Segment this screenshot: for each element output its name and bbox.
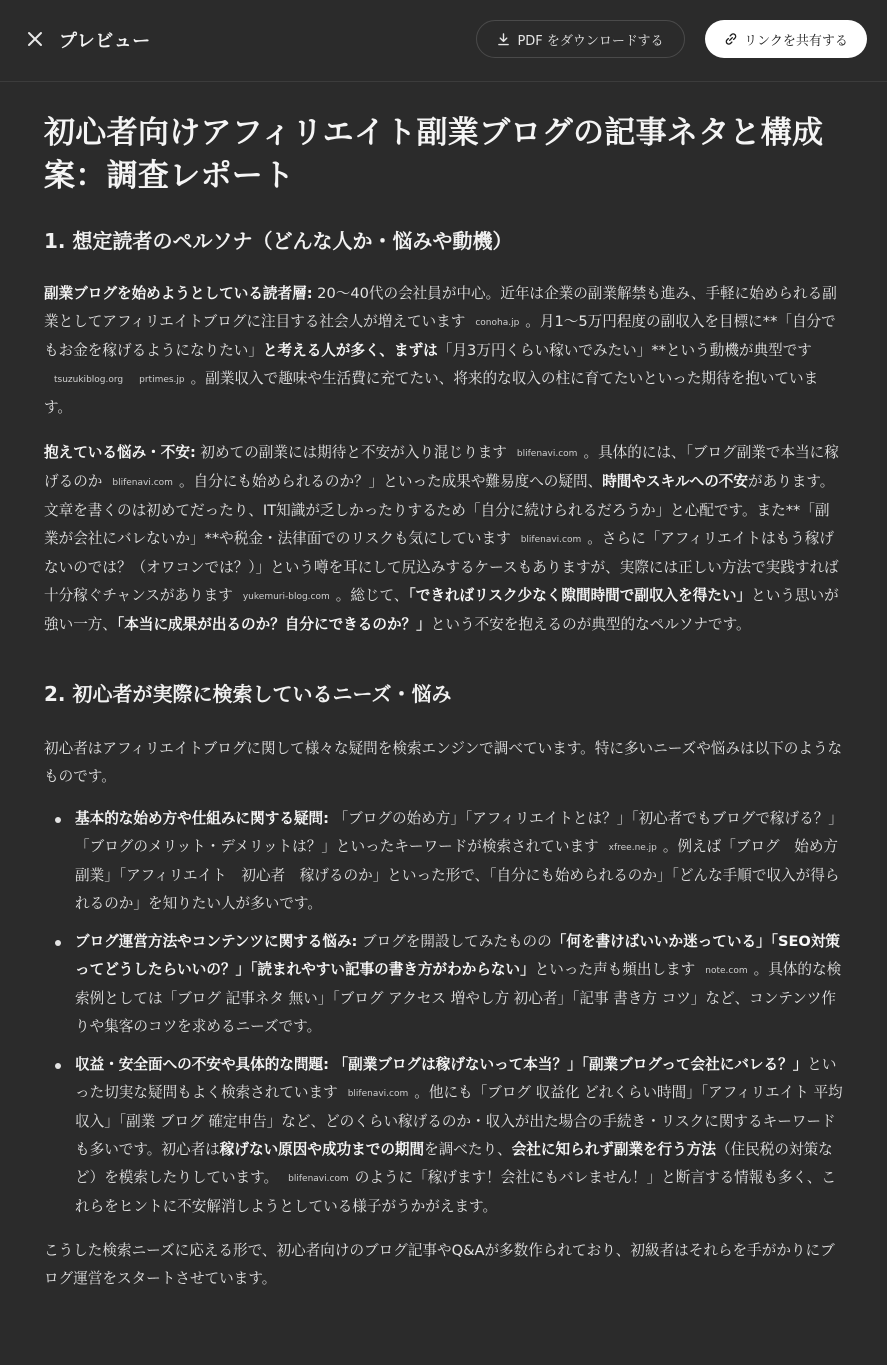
bold-text: 会社に知られず副業を行う方法: [511, 1141, 717, 1158]
text: 。具体的な検索例としては「ブログ 記事ネタ 無い」「ブログ アクセス 増やし方 初心者」「記事 書き方 コツ」など、コンテンツ作りや集客のコツを求めるニーズです。: [75, 961, 842, 1035]
text: という思いが強い一方、: [44, 587, 839, 633]
text: といった声も頻出します: [534, 961, 696, 978]
bold-text: 稼げない原因や成功までの期間: [219, 1141, 425, 1158]
text: （住民税の対策など）を模索したりしています。: [75, 1141, 833, 1186]
bold-text: 収益・安全面への不安や具体的な問題:: [75, 1056, 329, 1073]
bold-text: 基本的な始め方や仕組みに関する疑問:: [75, 810, 329, 827]
close-icon: [27, 31, 43, 47]
share-link-label: リンクを共有する: [744, 33, 848, 49]
source-link[interactable]: blifenavi.com: [520, 535, 582, 545]
source-link[interactable]: blifenavi.com: [347, 1089, 409, 1099]
text: 。月1〜5万円程度の副収入を目標に**「自分でもお金を稼げるようになりたい」: [44, 313, 836, 359]
report-title: 初心者向けアフィリエイト副業ブログの記事ネタと構成案：調査レポート: [44, 115, 824, 194]
link-icon: [724, 32, 738, 46]
list-item: [75, 805, 853, 918]
download-icon: [497, 33, 510, 46]
download-pdf-button[interactable]: [476, 20, 685, 58]
text: 。総じて、: [335, 587, 409, 604]
paragraph: こうした検索ニーズに応える形で、初心者向けのブログ記事やQ&Aが多数作られており、初級者はそれらを手がかりにブログ運営をスタートさせています。: [44, 1242, 835, 1287]
text: 。副業収入で趣味や生活費に充てたい、将来的な収入の柱に育てたいといった期待を抱いています。: [44, 370, 819, 416]
text: ブログを開設してみたものの: [357, 933, 552, 950]
text: 。他にも「ブログ 収益化 どれくらい時間」「アフィリエイト 平均収入」「副業 ブログ 確定申告」など、どのくらい稼げるのか・収入が出た場合の手続き・リスクに関するキーワードも多いです。初心者は: [75, 1084, 843, 1158]
source-link[interactable]: prtimes.jp: [139, 375, 185, 385]
bold-text: 抱えている悩み・不安:: [44, 444, 196, 461]
bold-text: 「本当に成果が出るのか？自分にできるのか？」: [116, 616, 431, 633]
text: があります。文章を書くのは初めてだったり、IT知識が乏しかったりするため「自分に続けられるだろうか」と心配です。また**「副業が会社にバレないか」**や税金・法律面でのリスクも気にしています: [44, 473, 835, 547]
text: 。さらに「アフィリエイトはもう稼げないのでは？（オワコンでは？）」という噂を耳にして尻込みするケースもありますが、実際には正しい方法で実践すれば十分稼ぐチャンスがあります: [44, 530, 839, 604]
text: 初めての副業には期待と不安が入り混じります: [195, 444, 507, 461]
source-link[interactable]: note.com: [705, 966, 748, 976]
report-content: [44, 112, 853, 1293]
section-heading: 1. 想定読者のペルソナ（どんな人か・悩みや動機）: [44, 229, 513, 253]
source-link[interactable]: xfree.ne.jp: [608, 843, 657, 853]
source-link[interactable]: blifenavi.com: [516, 449, 578, 459]
list-item: [75, 928, 844, 1041]
bold-text: 「できればリスク少なく隙間時間で副収入を得たい」: [408, 587, 752, 604]
paragraph: [44, 280, 844, 422]
share-link-button[interactable]: [705, 20, 867, 58]
text: といった切実な疑問もよく検索されています: [75, 1056, 837, 1101]
text: のように「稼げます！会社にもバレません！」と断言する情報も多く、これらをヒントに不安解消しようとしている様子がうかがえます。: [75, 1169, 837, 1215]
bold-text: 副業ブログを始めようとしている読者層:: [44, 285, 313, 302]
bold-text: ブログ運営方法やコンテンツに関する悩み:: [75, 933, 358, 950]
bold-text: 「副業ブログは稼げないって本当？」「副業ブログって会社にバレる？」: [333, 1056, 808, 1073]
text: 。例えば「ブログ 始め方 副業」「アフィリエイト 初心者 稼げるのか」といった形で、「自分にも始められるのか」「どんな手順で収入が得られるのか」を知りたい人が多いです。: [75, 838, 853, 912]
bold-text: 「何を書けばいいか迷っている」「SEO対策ってどうしたらいいの？」「読まれやすい記事の書き方がわからない」: [75, 933, 841, 978]
text: 20〜40代の会社員が中心。近年は企業の副業解禁も進み、手軽に始められる副業としてアフィリエイトブログに注目する社会人が増えています: [44, 285, 837, 330]
page-title: プレビュー: [59, 31, 151, 52]
source-link[interactable]: tsuzukiblog.org: [54, 375, 124, 385]
text: 「月3万円くらい稼いでみたい」**という動機が典型です: [437, 342, 812, 359]
section-heading: 2. 初心者が実際に検索しているニーズ・悩み: [44, 682, 452, 706]
list-item: [75, 1051, 844, 1221]
text: 。具体的には、「ブログ副業で本当に稼げるのか: [44, 444, 839, 490]
close-button[interactable]: [22, 26, 48, 52]
text: を調べたり、: [424, 1141, 512, 1158]
source-link[interactable]: conoha.jp: [475, 318, 520, 328]
source-link[interactable]: blifenavi.com: [112, 478, 173, 488]
source-link[interactable]: blifenavi.com: [288, 1174, 349, 1184]
download-pdf-label: PDF をダウンロードする: [517, 33, 664, 49]
bold-text: 時間やスキルへの不安: [602, 473, 748, 490]
text: 。自分にも始められるのか？」といった成果や難易度への疑問、: [178, 473, 603, 490]
top-bar: [0, 0, 887, 82]
needs-list: [44, 805, 853, 1221]
bold-text: と考える人が多く、まずは: [262, 342, 438, 359]
source-link[interactable]: yukemuri-blog.com: [242, 592, 330, 602]
paragraph: 初心者はアフィリエイトブログに関して様々な疑問を検索エンジンで調べています。特に多いニーズや悩みは以下のようなものです。: [44, 740, 843, 785]
text: 「ブログの始め方」「アフィリエイトとは？」「初心者でもブログで稼げる？」「ブログのメリット・デメリットは？」といったキーワードが検索されています: [75, 810, 843, 855]
text: という不安を抱えるのが典型的なペルソナです。: [430, 616, 751, 633]
paragraph: [44, 439, 844, 639]
